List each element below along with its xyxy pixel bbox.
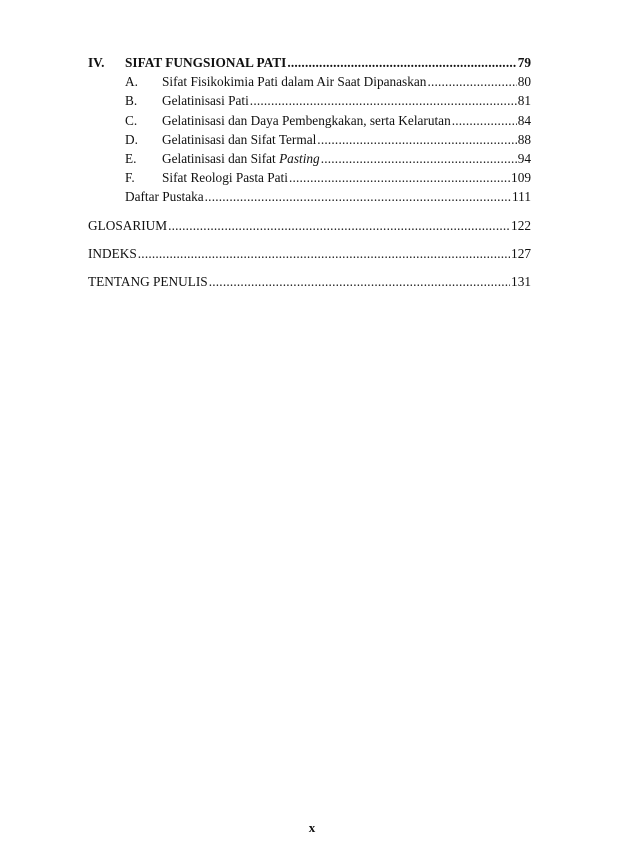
section-title [162,149,320,168]
references-page: 111 [512,189,531,205]
section-letter: D. [125,131,138,147]
dot-leader [427,72,516,91]
section-page: 109 [511,170,531,186]
toc-section-d[interactable] [88,130,531,149]
page-number: x [308,820,316,835]
references-title: Daftar Pustaka [125,189,204,205]
section-title: Sifat Fisikokimia Pati dalam Air Saat Dipanaskan [162,74,427,90]
toc-section-b[interactable] [88,91,531,110]
dot-leader [209,272,510,291]
entry-title: GLOSARIUM [88,217,168,233]
section-letter: B. [125,93,138,109]
toc-indeks[interactable] [88,244,531,263]
chapter-title: SIFAT FUNGSIONAL PATI [125,55,287,70]
section-page: 84 [517,112,531,128]
section-letter: E. [125,151,137,167]
dot-leader [289,168,510,187]
chapter-number: IV. [88,55,105,70]
dot-leader [138,244,510,263]
dot-leader [205,187,511,206]
entry-page: 131 [511,274,531,290]
dot-leader [452,111,517,130]
section-letter: C. [125,112,138,128]
toc-tentang-penulis[interactable] [88,272,531,291]
section-title: Gelatinisasi Pati [162,93,249,109]
section-title-text: Gelatinisasi dan Sifat [162,151,280,167]
toc-section-e[interactable] [88,149,531,168]
section-page: 81 [517,93,531,109]
toc-section-f[interactable] [88,168,531,187]
section-letter: A. [125,74,138,90]
section-title: Gelatinisasi dan Sifat Termal [162,131,317,147]
entry-page: 127 [511,245,531,261]
entry-title: INDEKS [88,245,137,261]
section-page: 80 [517,74,531,90]
dot-leader [321,149,517,168]
entry-page: 122 [511,217,531,233]
section-title-italic: Pasting [279,151,320,167]
section-title: Sifat Reologi Pasta Pati [162,170,288,186]
table-of-contents [88,53,531,291]
section-title: Gelatinisasi dan Daya Pembengkakan, serta Kelarutan [162,112,451,128]
dot-leader [168,216,510,235]
chapter-page: 79 [517,55,531,70]
dot-leader [317,130,516,149]
section-page: 94 [517,151,531,167]
section-letter: F. [125,170,135,186]
toc-section-a[interactable] [88,72,531,91]
toc-glosarium[interactable] [88,216,531,235]
toc-chapter-iv[interactable] [88,53,531,72]
section-page: 88 [517,131,531,147]
dot-leader [287,53,516,72]
entry-title: TENTANG PENULIS [88,274,208,290]
toc-references[interactable] [88,187,531,206]
toc-section-c[interactable] [88,111,531,130]
dot-leader [250,91,517,110]
